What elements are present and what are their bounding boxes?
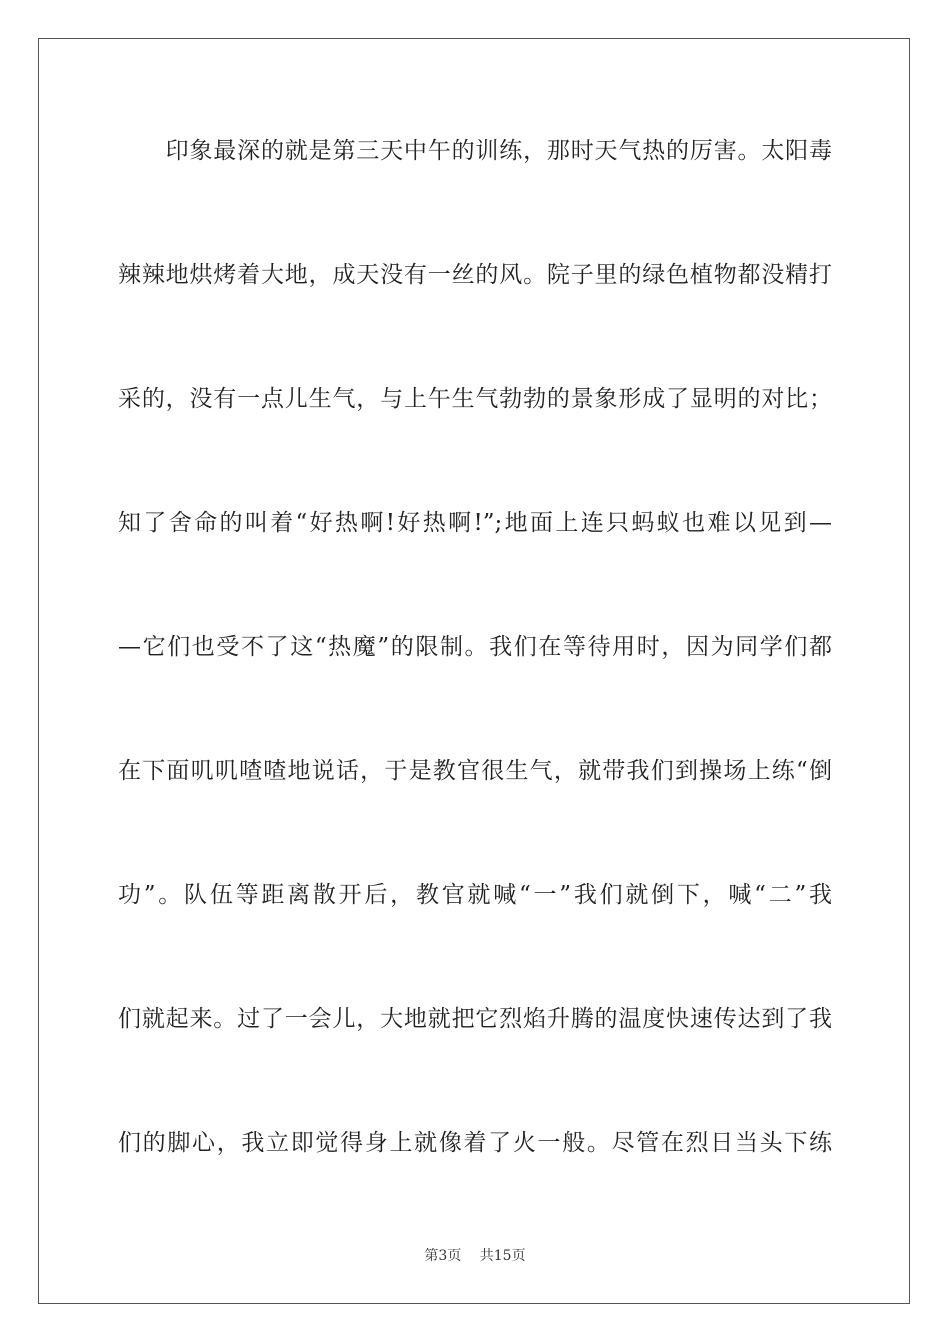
- paragraph-line: 辣辣地烘烤着大地，成天没有一丝的风。院子里的绿色植物都没精打: [118, 262, 832, 288]
- paragraph-line: 采的，没有一点儿生气，与上午生气勃勃的景象形成了显明的对比；: [118, 386, 832, 412]
- page-border: [38, 38, 910, 1304]
- page-number-footer: 第3页 共15页: [424, 1248, 526, 1264]
- paragraph-line: 在下面叽叽喳喳地说话，于是教官很生气，就带我们到操场上练“倒: [118, 758, 832, 784]
- paragraph-line: 们就起来。过了一会儿，大地就把它烈焰升腾的温度快速传达到了我: [118, 1006, 832, 1032]
- paragraph-line: 知了舍命的叫着“好热啊!好热啊!”;地面上连只蚂蚁也难以见到—: [118, 510, 832, 536]
- paragraph-line: —它们也受不了这“热魔”的限制。我们在等待用时，因为同学们都: [118, 634, 832, 660]
- paragraph-line: 功”。队伍等距离散开后，教官就喊“一”我们就倒下，喊“二”我: [118, 882, 832, 908]
- paragraph-line: 们的脚心，我立即觉得身上就像着了火一般。尽管在烈日当头下练: [118, 1130, 832, 1156]
- paragraph-line: 印象最深的就是第三天中午的训练，那时天气热的厉害。太阳毒: [118, 138, 832, 164]
